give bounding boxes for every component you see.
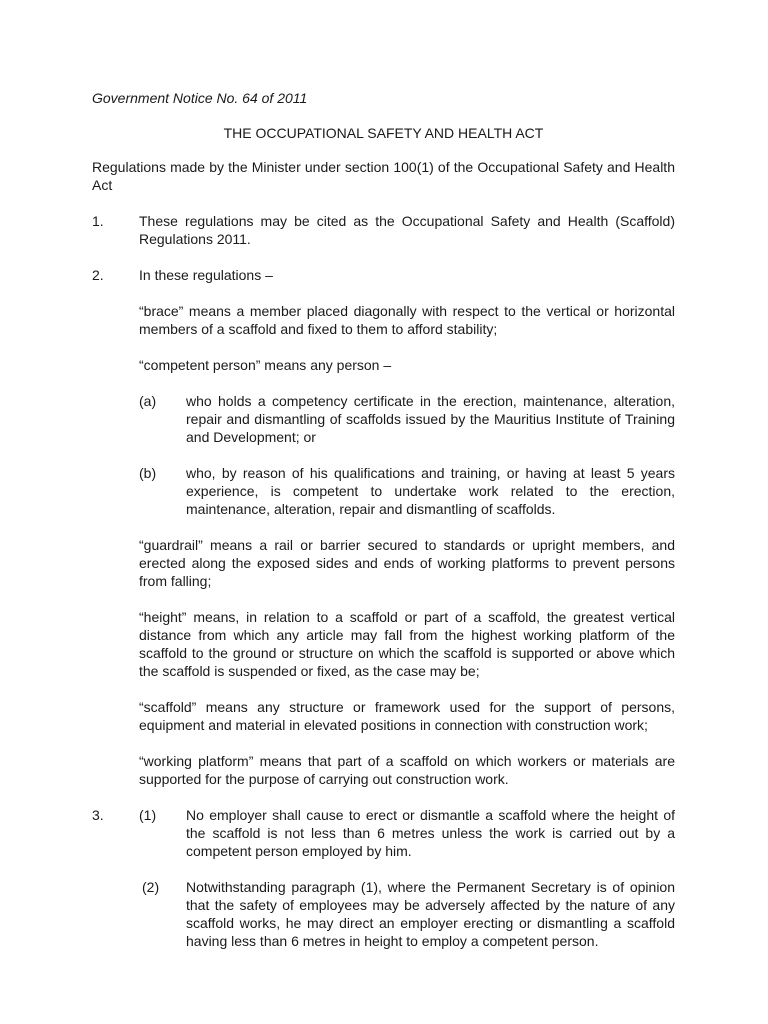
regulation-2 — [92, 266, 675, 788]
regulation-number: 1. — [92, 213, 104, 229]
subclause-b — [139, 464, 675, 518]
paragraph-text: No employer shall cause to erect or dismantle a scaffold where the height of the scaffold is not less than 6 metres unless the work is carried out by a competent person employed by him. — [186, 807, 675, 859]
regulation-number: 2. — [92, 267, 104, 283]
regulation-3 — [92, 806, 675, 950]
regulation-body — [139, 266, 675, 788]
subclause-text: who holds a competency certificate in the erection, maintenance, alteration, repair and dismantling of scaffolds issued by the Mauritius Institute of Training and Development; or — [186, 393, 675, 445]
document-page — [92, 89, 675, 968]
definition-scaffold: “scaffold” means any structure or framework used for the support of persons, equipment and material in elevated positions in connection with construction work; — [139, 699, 675, 733]
subclause-label: (b) — [139, 465, 157, 481]
definition-brace: “brace” means a member placed diagonally with respect to the vertical or horizontal members of a scaffold and fixed to them to afford stability; — [139, 303, 675, 337]
subclause-text: who, by reason of his qualifications and training, or having at least 5 years experience, is competent to undertake work related to the erection, maintenance, alteration, repair and dismantling of scaffolds. — [186, 465, 675, 517]
paragraph-label: (1) — [139, 807, 157, 823]
subclause-a — [139, 392, 675, 446]
definition-guardrail: “guardrail” means a rail or barrier secured to standards or upright members, and erected along the exposed sides and ends of working platforms to prevent persons from falling; — [139, 537, 675, 589]
paragraph-text: Notwithstanding paragraph (1), where the Permanent Secretary is of opinion that the safety of employees may be adversely affected by the nature of any scaffold works, he may direct an employer erecting or dismantling a scaffold having less than 6 metres in height to employ a competent person. — [186, 879, 675, 949]
definitions-intro: In these regulations – — [139, 267, 273, 283]
regulation-body — [139, 806, 675, 950]
paragraph-label: (2) — [142, 879, 160, 895]
definition-height: “height” means, in relation to a scaffold or part of a scaffold, the greatest vertical distance from which any article may fall from the highest working platform of the scaffold to the ground or structure on which the scaffold is supported or above which the scaffold is suspended or fixed, as the case may be; — [139, 609, 675, 679]
regulation-number: 3. — [92, 807, 104, 823]
paragraph-1 — [139, 806, 675, 860]
government-notice: Government Notice No. 64 of 2011 — [92, 90, 308, 106]
subclause-label: (a) — [139, 393, 157, 409]
regulation-text: These regulations may be cited as the Occupational Safety and Health (Scaffold) Regulations 2011. — [139, 213, 675, 247]
act-title: THE OCCUPATIONAL SAFETY AND HEALTH ACT — [223, 125, 544, 141]
regulation-1 — [92, 212, 675, 248]
preamble: Regulations made by the Minister under section 100(1) of the Occupational Safety and Health Act — [92, 159, 675, 193]
definition-competent-person: “competent person” means any person – — [139, 357, 392, 373]
definition-working-platform: “working platform” means that part of a scaffold on which workers or materials are supported for the purpose of carrying out construction work. — [139, 753, 675, 787]
paragraph-2 — [139, 878, 675, 950]
